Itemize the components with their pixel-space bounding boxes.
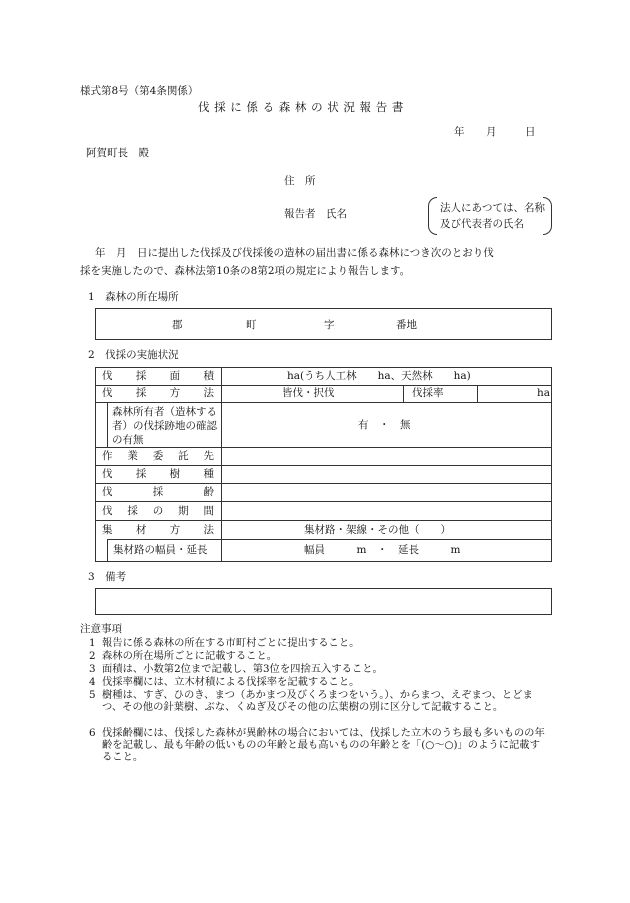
date-year: 年 [454,126,465,138]
collection-value[interactable]: 集材路・架線・その他（ ） [304,524,451,536]
reporter-label: 報告者 氏名 [284,208,347,220]
col-divider [107,539,108,561]
address-label: 住 所 [284,175,316,187]
col-divider [107,402,108,447]
row-divider [107,539,551,540]
note-item: 2 森林の所在場所ごとに記載すること。 [89,650,278,662]
location-aza: 字 [324,319,335,331]
form-number: 様式第8号（第4条関係） [80,85,199,97]
corp-note-line2: 及び代表者の氏名 [440,218,524,230]
section2-heading: 2 伐採の実施状況 [88,349,179,361]
method-value[interactable]: 皆伐・択伐 [282,387,335,399]
period-label: 伐 採 の 期 間 [102,505,214,517]
note-item: 1 報告に係る森林の所在する市町村ごとに提出すること。 [89,637,360,649]
row-divider [96,385,551,386]
contractor-field[interactable] [222,448,551,464]
notes-heading: 注意事項 [80,623,122,635]
corporate-note [428,197,552,235]
addressee: 阿賀町長 殿 [86,147,149,159]
row-divider [96,402,551,403]
area-value[interactable]: ha(うち人工林 ha、天然林 ha) [287,370,471,382]
note-item: 6 伐採齢欄には、伐採した森林が異齢林の場合においては、伐採した立木のうち最も多いものの年齢を記載し、最も年齢の低いものの年齢と最も高いものの年齢とを「(○～○)」のように記載すること。 [89,727,545,764]
left-bracket [428,197,437,235]
col-divider [221,368,222,561]
rate-unit[interactable]: ha [537,387,551,399]
section3-heading: 3 備考 [88,571,127,583]
species-label: 伐 採 樹 種 [102,468,214,480]
date-day: 日 [525,126,536,138]
road-label: 集材路の幅員・延長 [113,544,208,556]
intro-line2: 採を実施したので、森林法第10条の8第2項の規定により報告します。 [80,265,411,277]
note-item: 4 伐採率欄には、立木材積による伐採率を記載すること。 [89,676,360,688]
owner-value[interactable]: 有 ・ 無 [358,419,411,431]
location-machi: 町 [246,319,257,331]
owner-label: 森林所有者（造林する者）の伐採跡地の確認の有無 [112,406,217,446]
row-divider [96,520,551,521]
location-gun: 郡 [172,319,183,331]
collection-label: 集 材 方 法 [102,524,214,536]
location-box[interactable] [95,308,552,340]
col-divider [477,385,478,402]
note-item: 3 面積は、小数第2位まで記載し、第3位を四捨五入すること。 [89,663,383,675]
method-label: 伐 採 方 法 [102,387,214,399]
location-banchi: 番地 [396,319,417,331]
col-divider [403,385,404,402]
page-title: 伐 採 に 係 る 森 林 の 状 況 報 告 書 [198,100,404,114]
rate-label: 伐採率 [412,387,444,399]
period-field[interactable] [222,502,551,519]
corp-note-line1: 法人にあつては、名称 [440,202,545,214]
remarks-box[interactable] [95,588,552,615]
note-item: 5 樹種は、すぎ、ひのき、まつ（あかまつ及びくろまつをいう。）、からまつ、えぞまつ、とどまつ、その他の針葉樹、ぶな、くぬぎ及びその他の広葉樹の別に区分して記載すること。 [89,689,533,714]
road-value[interactable]: 幅員 m ・ 延長 m [304,544,461,556]
implementation-table [95,367,552,562]
age-field[interactable] [222,484,551,500]
section1-heading: 1 森林の所在場所 [88,291,179,303]
age-label: 伐 採 齢 [102,486,214,498]
date-month: 月 [486,126,497,138]
intro-line1: 年 月 日に提出した伐採及び伐採後の造林の届出書に係る森林につき次のとおり伐 [95,247,494,259]
species-field[interactable] [222,466,551,482]
area-label: 伐 採 面 積 [102,370,214,382]
contractor-label: 作 業 委 託 先 [102,450,214,462]
